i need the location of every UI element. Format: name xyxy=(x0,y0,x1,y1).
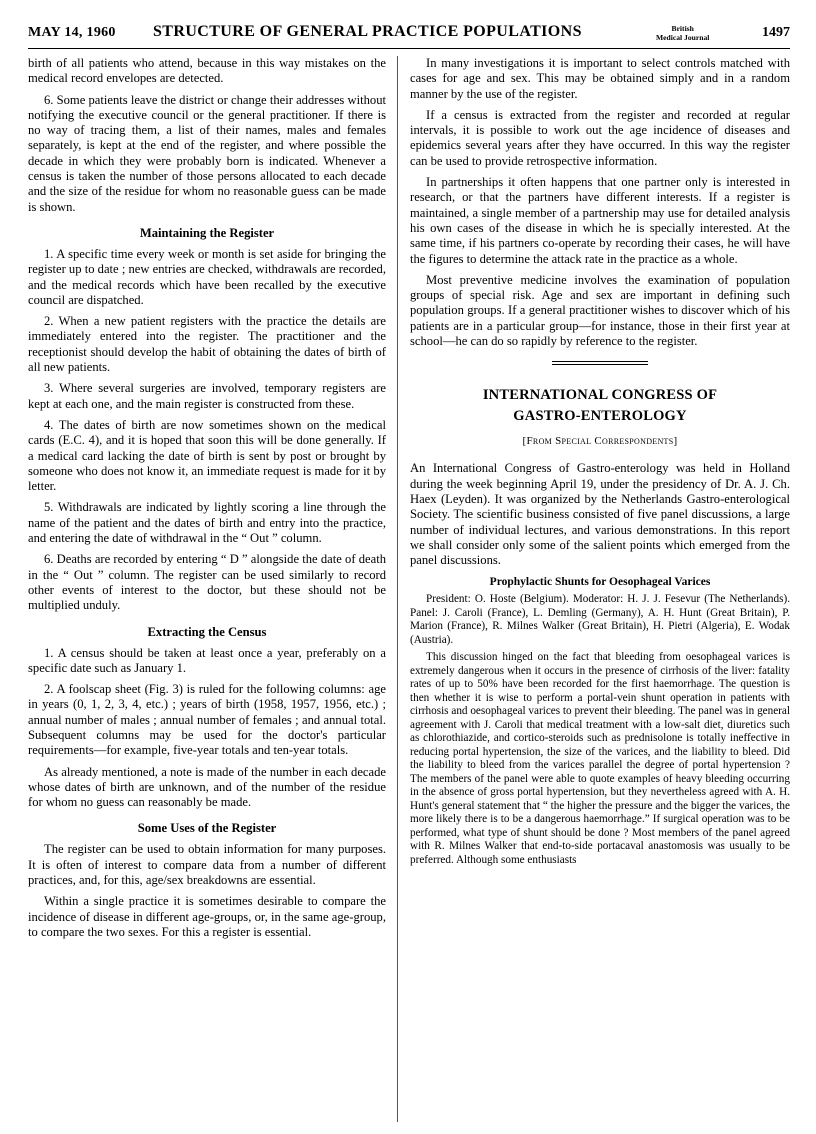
paragraph: 5. Withdrawals are indicated by lightly scoring a line through the name of the patient and the dates of birth and entry into the practice, and entering the date of withdrawal in the “ Out ” column. xyxy=(28,500,386,546)
running-header xyxy=(28,22,790,49)
article-title-line2: GASTRO-ENTEROLOGY xyxy=(513,408,687,425)
panel-report xyxy=(410,576,790,867)
paragraph: 4. The dates of birth are now sometimes shown on the medical cards (E.C. 4), and it is hoped that soon this will be done generally. If a medical card lacking the date of birth is sent by post or brought by someone who does not know it, an immediate request is made for it by letter. xyxy=(28,417,386,494)
paragraph: birth of all patients who attend, because in this way mistakes on the medical record envelopes are detected. xyxy=(28,56,386,86)
paragraph: If a census is extracted from the register and recorded at regular intervals, it is possible to work out the age incidence of diseases and epidemics several years after they have occurred. In this way the register can be used to provide retrospective information. xyxy=(410,107,790,168)
article-separator-rule xyxy=(552,361,648,365)
paragraph: 2. When a new patient registers with the practice the details are immediately entered into the register. The practitioner and the receptionist should develop the habit of obtaining the dates of birth of all new patients. xyxy=(28,314,386,375)
paragraph: This discussion hinged on the fact that bleeding from oesophageal varices is extremely dangerous when it occurs in the presence of cirrhosis of the liver: fatality rates of up to 50% have been recorded for the first haemorrhage. The question is then whether it is wise to perform a portal-vein shunt operation in patients with cirrhosis and oesophageal varices to prevent their bleeding. The panel was in general agreement with J. Caroli that medical treatment with a low-salt diet, diuretics such as chlorothiazide, and cortico-steroids such as prednisolone is totally ineffective in reducing portal hypertension, the size of the varices, and the liability to bleed. Did the liability to bleed from the varices parallel the degree of portal hypertension ? The members of the panel were able to quote examples of heavy bleeding occurring in the absence of gross portal hypertension, but they nevertheless agreed with A. H. Hunt's general statement that “ the higher the pressure and the bigger the varices, the more likely there is to be a dangerous haemorrhage.” If surgical operation was to be performed, what type of shunt should be done ? Most members of the panel agreed with R. Milnes Walker that end-to-side portacaval anastomosis was usually to be preferred. Although some enthusiasts xyxy=(410,651,790,866)
section-heading-maintaining: Maintaining the Register xyxy=(139,225,275,240)
paragraph: An International Congress of Gastro-enterology was held in Holland during the week beginning April 19, under the presidency of Dr. A. J. Ch. Haex (Leyden). It was organized by the Netherlands Gastro-enterological Society. The scientific business consisted of five panel discussions, a large number of individual lectures, and various demonstrations. In this report we shall consider only some of the salient points which emerged from the panel discussions. xyxy=(410,461,790,568)
paragraph: 1. A census should be taken at least once a year, preferably on a specific date such as January 1. xyxy=(28,645,386,675)
issue-date: MAY 14, 1960 xyxy=(28,25,116,40)
page-number: 1497 xyxy=(762,25,790,40)
article-title-line1: INTERNATIONAL CONGRESS OF xyxy=(482,387,718,404)
paragraph: As already mentioned, a note is made of the number in each decade whose dates of birth are unknown, and of the number of the residue for whom no guess can reasonably be made. xyxy=(28,764,386,810)
paragraph: 2. A foolscap sheet (Fig. 3) is ruled for the following columns: age in years (0, 1, 2, 3, 4, etc.) ; years of birth (1958, 1957, 1956, etc.) ; annual number of males ; annual number of females ; and annual total. Subsequent columns may be used for the doctor's particular requirements—for example, five-year totals and ten-year totals. xyxy=(28,682,386,758)
journal-page xyxy=(28,22,790,1122)
left-column xyxy=(28,56,386,946)
paragraph: 6. Deaths are recorded by entering “ D ” alongside the date of death in the “ Out ” column. The register can be used similarly to record other events of interest to the doctor, but these should not be multiplied unduly. xyxy=(28,552,386,613)
paragraph: 1. A specific time every week or month is set aside for bringing the register up to date ; new entries are checked, withdrawals are recorded, and the medical records which have been recalled by the executive council are dispatched. xyxy=(28,246,386,307)
panel-members: President: O. Hoste (Belgium). Moderator: H. J. J. Fesevur (The Netherlands). Panel: J. Caroli (France), L. Demling (Germany), A. H. Hunt (Great Britain), P. Marion (France), R. Milnes Walker (Great Britain), H. Pietri (Algeria), E. Wodak (Austria). xyxy=(410,593,790,646)
running-title: STRUCTURE OF GENERAL PRACTICE POPULATIONS xyxy=(153,23,582,40)
paragraph: The register can be used to obtain information for many purposes. It is often of interest to compare data from a number of different practices, and, for this, age/sex breakdowns are essential. xyxy=(28,842,386,888)
section-heading-uses: Some Uses of the Register xyxy=(137,821,277,836)
paragraph: Within a single practice it is sometimes desirable to compare the incidence of disease in different age-groups, or, in the same age-group, to compare the two sexes. For this a register is essential. xyxy=(28,894,386,939)
article-byline: [From Special Correspondents] xyxy=(522,435,678,448)
paragraph: In many investigations it is important to select controls matched with cases for age and sex. This may be obtained simply and in a random manner by the use of the register. xyxy=(410,56,790,101)
section-heading-shunts: Prophylactic Shunts for Oesophageal Varices xyxy=(489,576,711,589)
article-title xyxy=(410,385,790,427)
paragraph: 6. Some patients leave the district or change their addresses without notifying the executive council or the general practitioner. If there is no way of tracing them, a list of their names, males and females separately, is kept at the end of the register, and where possible the decade in which they were probably born is indicated. Whenever a census is taken the number of those persons allocated to each decade and the size of the residue for whom no reasonable guess can be made is shown. xyxy=(28,92,386,214)
journal-name xyxy=(656,24,709,42)
paragraph: Most preventive medicine involves the examination of population groups of special risk. Age and sex are important in defining such population groups. If a general practitioner wishes to discover which of his patients are in a particular group—for instance, those in their first year at school—he can do so rapidly by reference to the register. xyxy=(410,272,790,349)
paragraph: 3. Where several surgeries are involved, temporary registers are kept at each one, and the main register is constructed from these. xyxy=(28,381,386,411)
right-column xyxy=(410,56,790,871)
journal-name-line2: Medical Journal xyxy=(656,33,710,42)
section-heading-extracting: Extracting the Census xyxy=(147,624,267,639)
journal-name-line1: British xyxy=(671,24,694,33)
paragraph: In partnerships it often happens that one partner only is interested in research, or that the partners have different interests. If a register is maintained, a single member of a partnership may use for detailed analysis his own cases of the disease in which he is specially interested. At the same time, if his partners co-operate by recording their cases, he will have the figures to determine the attack rate in the practice as a whole. xyxy=(410,175,790,266)
column-divider xyxy=(397,56,398,1122)
